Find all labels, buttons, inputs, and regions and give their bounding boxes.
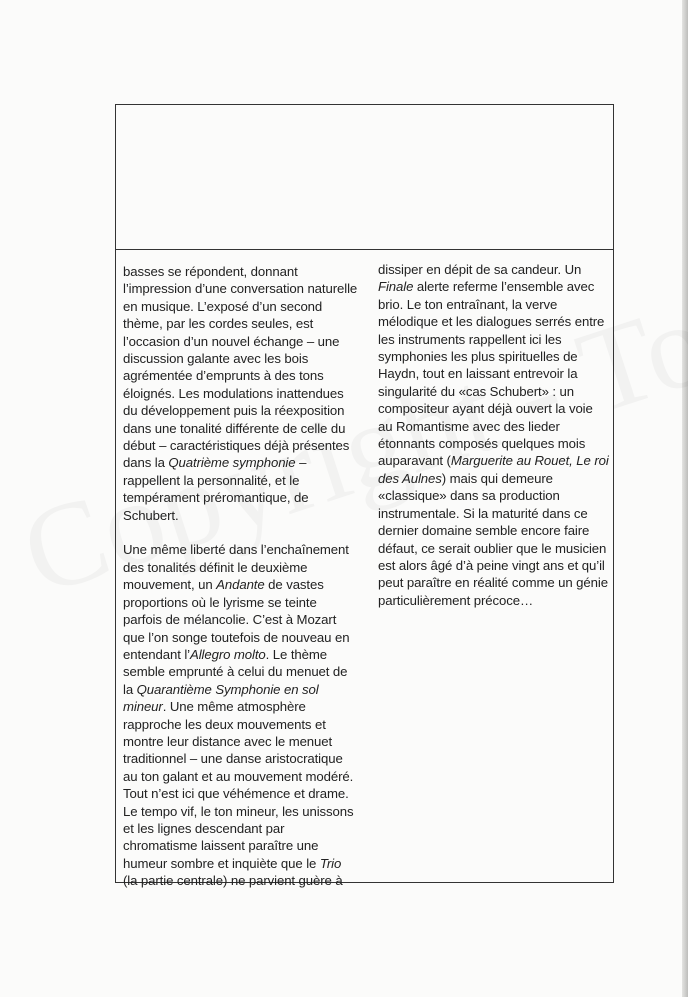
text-run: ) mais qui demeure «classique» dans sa production instrumentale. Si la maturité dans ce dernier domaine semble encore faire défaut, ce serait oublier que le musicien est alors âgé d’à peine vingt ans et qu’il peut paraître en réalité comme un génie particulièrement précoce… (378, 470, 608, 608)
text-run: dissiper en dépit de sa candeur. Un (378, 262, 582, 277)
italic-title: Finale (378, 279, 414, 295)
text-run: de vastes proportions où le lyrisme se teinte parfois de mélancolie. C’est à Mozart que l’on songe toutefois de nouveau en entendant l’ (123, 577, 350, 662)
text-run: . Le thème semble emprunté à celui du menuet de la (123, 646, 348, 697)
page-frame (115, 104, 614, 889)
paragraph (123, 541, 359, 889)
italic-title: Quarantième Symphonie en sol mineur (123, 681, 319, 715)
text-run: (la partie centrale) ne parvient guère à (123, 873, 343, 889)
italic-title: Marguerite au Rouet, Le roi des Aulnes (378, 453, 609, 486)
italic-title: Trio (319, 855, 342, 871)
text-run: basses se répondent, donnant l’impression d’une conversation naturelle en musique. L’exposé d’un second thème, par les cordes seules, est l’occasion d’un nouvel échange – une discussion galante avec les bois agrémentée d’emprunts à des tons éloignés. Les modulations inattendues du développement puis la réexposition dans une tonalité différente de celle du début – caractéristiques déjà présentes dans la (123, 264, 358, 471)
italic-title: Allegro molto (190, 646, 266, 662)
italic-title: Andante (216, 577, 265, 593)
italic-title: Quatrième symphonie (168, 455, 296, 471)
scan-edge (682, 0, 688, 997)
right-column (378, 261, 610, 627)
text-run: Une même liberté dans l’enchaînement des tonalités définit le deuxième mouvement, un (123, 542, 349, 593)
header-box (116, 105, 613, 250)
text-run: . Une même atmosphère rapproche les deux mouvements et montre leur distance avec le menuet traditionnel – une danse aristocratique au ton galant et au mouvement modéré. Tout n’est ici que véhémence et drame. Le tempo vif, le ton mineur, les unissons et les lignes descendant par chromatisme laissent paraître une humeur sombre et inquiète que le (123, 699, 354, 871)
paragraph (378, 261, 610, 609)
text-run: alerte referme l’ensemble avec brio. Le ton entraînant, la verve mélodique et les dialogues serrés entre les instruments rappellent ici les symphonies les plus spirituelles de Haydn, tout en laissant entrevoir la singularité du «cas Schubert» : un compositeur ayant déjà ouvert la voie au Romantisme avec des lieder étonnants composés quelques mois auparavant ( (378, 279, 605, 469)
left-column (123, 263, 359, 907)
paragraph (123, 263, 359, 524)
text-run: – rappellent la personnalité, et le tempérament préromantique, de Schubert. (123, 455, 309, 523)
